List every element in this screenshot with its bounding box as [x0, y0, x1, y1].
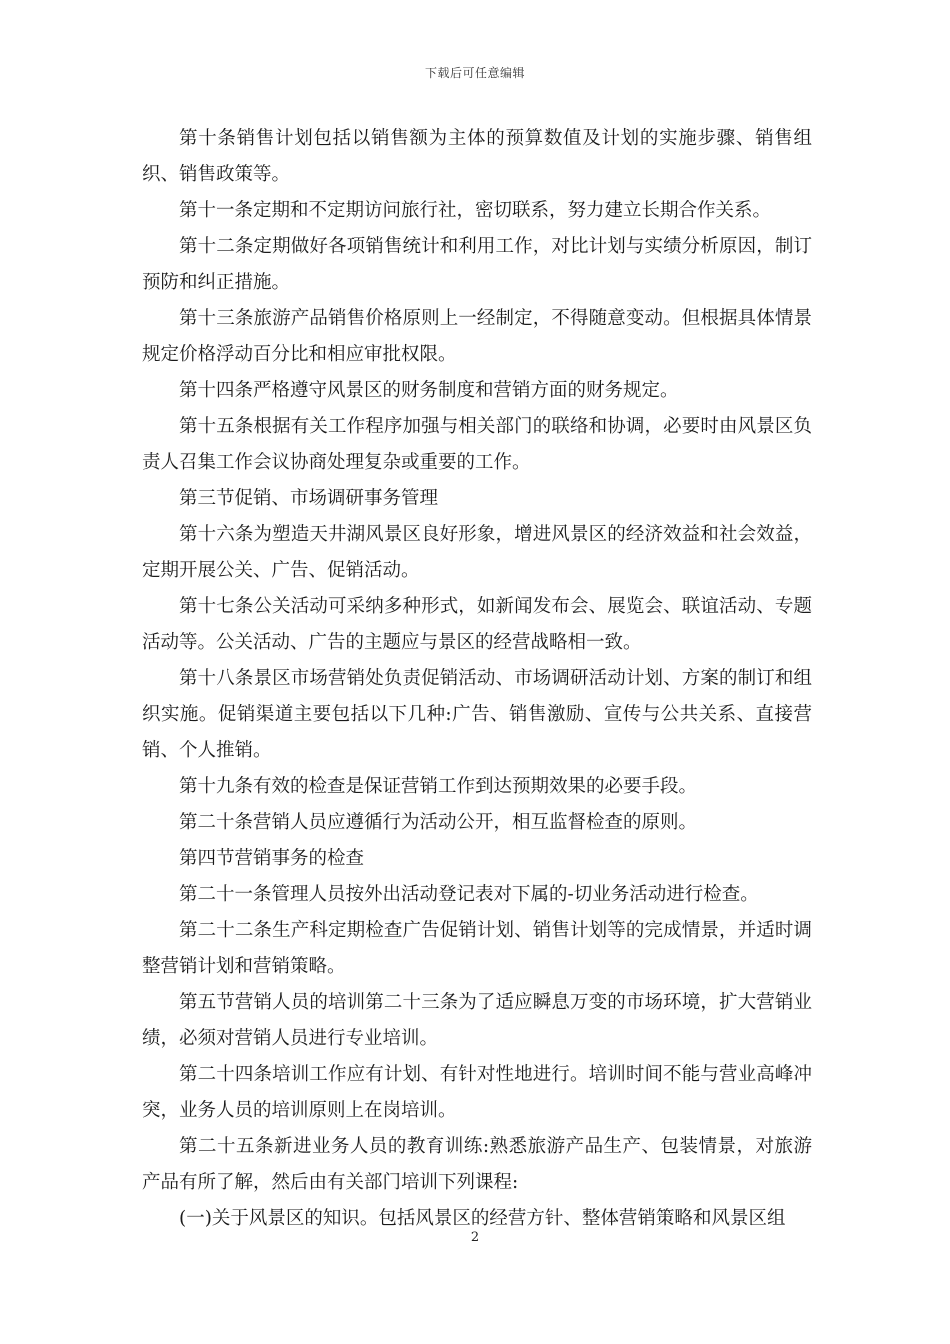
paragraph: (一)关于风景区的知识。包括风景区的经营方针、整体营销策略和风景区组 — [179, 1208, 786, 1229]
paragraph: 第二十一条管理人员按外出活动登记表对下属的-切业务活动进行检查。 — [179, 884, 759, 905]
paragraph: 第二十条营销人员应遵循行为活动公开，相互监督检查的原则。 — [179, 812, 698, 833]
paragraph: 第十八条景区市场营销处负责促销活动、市场调研活动计划、方案的制订和组织实施。促销渠道主要包括以下几种:广告、销售激励、宣传与公共关系、直接营销、个人推销。 — [142, 668, 812, 761]
paragraph: 第十三条旅游产品销售价格原则上一经制定，不得随意变动。但根据具体情景规定价格浮动百分比和相应审批权限。 — [142, 308, 812, 365]
paragraph: 第十六条为塑造天井湖风景区良好形象，增进风景区的经济效益和社会效益，定期开展公关、广告、促销活动。 — [142, 524, 812, 581]
paragraph: 第十四条严格遵守风景区的财务制度和营销方面的财务规定。 — [179, 380, 679, 401]
paragraph: 第十五条根据有关工作程序加强与相关部门的联络和协调，必要时由风景区负责人召集工作会议协商处理复杂或重要的工作。 — [142, 416, 812, 473]
paragraph: 第十七条公关活动可采纳多种形式，如新闻发布会、展览会、联谊活动、专题活动等。公关活动、广告的主题应与景区的经营战略相一致。 — [142, 596, 812, 653]
paragraph: 第二十四条培训工作应有计划、有针对性地进行。培训时间不能与营业高峰冲突，业务人员的培训原则上在岗培训。 — [142, 1064, 812, 1121]
paragraph: 第十二条定期做好各项销售统计和利用工作，对比计划与实绩分析原因，制订预防和纠正措施。 — [142, 236, 812, 293]
document-body — [142, 121, 812, 1237]
paragraph: 第十九条有效的检查是保证营销工作到达预期效果的必要手段。 — [179, 776, 698, 797]
paragraph: 第十条销售计划包括以销售额为主体的预算数值及计划的实施步骤、销售组织、销售政策等。 — [142, 128, 812, 185]
page-number: 2 — [470, 1230, 480, 1245]
paragraph: 第二十二条生产科定期检查广告促销计划、销售计划等的完成情景，并适时调整营销计划和营销策略。 — [142, 920, 812, 977]
paragraph: 第十一条定期和不定期访问旅行社，密切联系，努力建立长期合作关系。 — [179, 200, 772, 221]
section-heading: 第四节营销事务的检查 — [179, 848, 365, 869]
section-heading: 第三节促销、市场调研事务管理 — [179, 488, 439, 509]
page-header: 下载后可任意编辑 — [424, 66, 525, 80]
paragraph: 第五节营销人员的培训第二十三条为了适应瞬息万变的市场环境，扩大营销业绩，必须对营销人员进行专业培训。 — [142, 992, 812, 1049]
paragraph: 第二十五条新进业务人员的教育训练:熟悉旅游产品生产、包装情景，对旅游产品有所了解，然后由有关部门培训下列课程: — [142, 1136, 812, 1193]
